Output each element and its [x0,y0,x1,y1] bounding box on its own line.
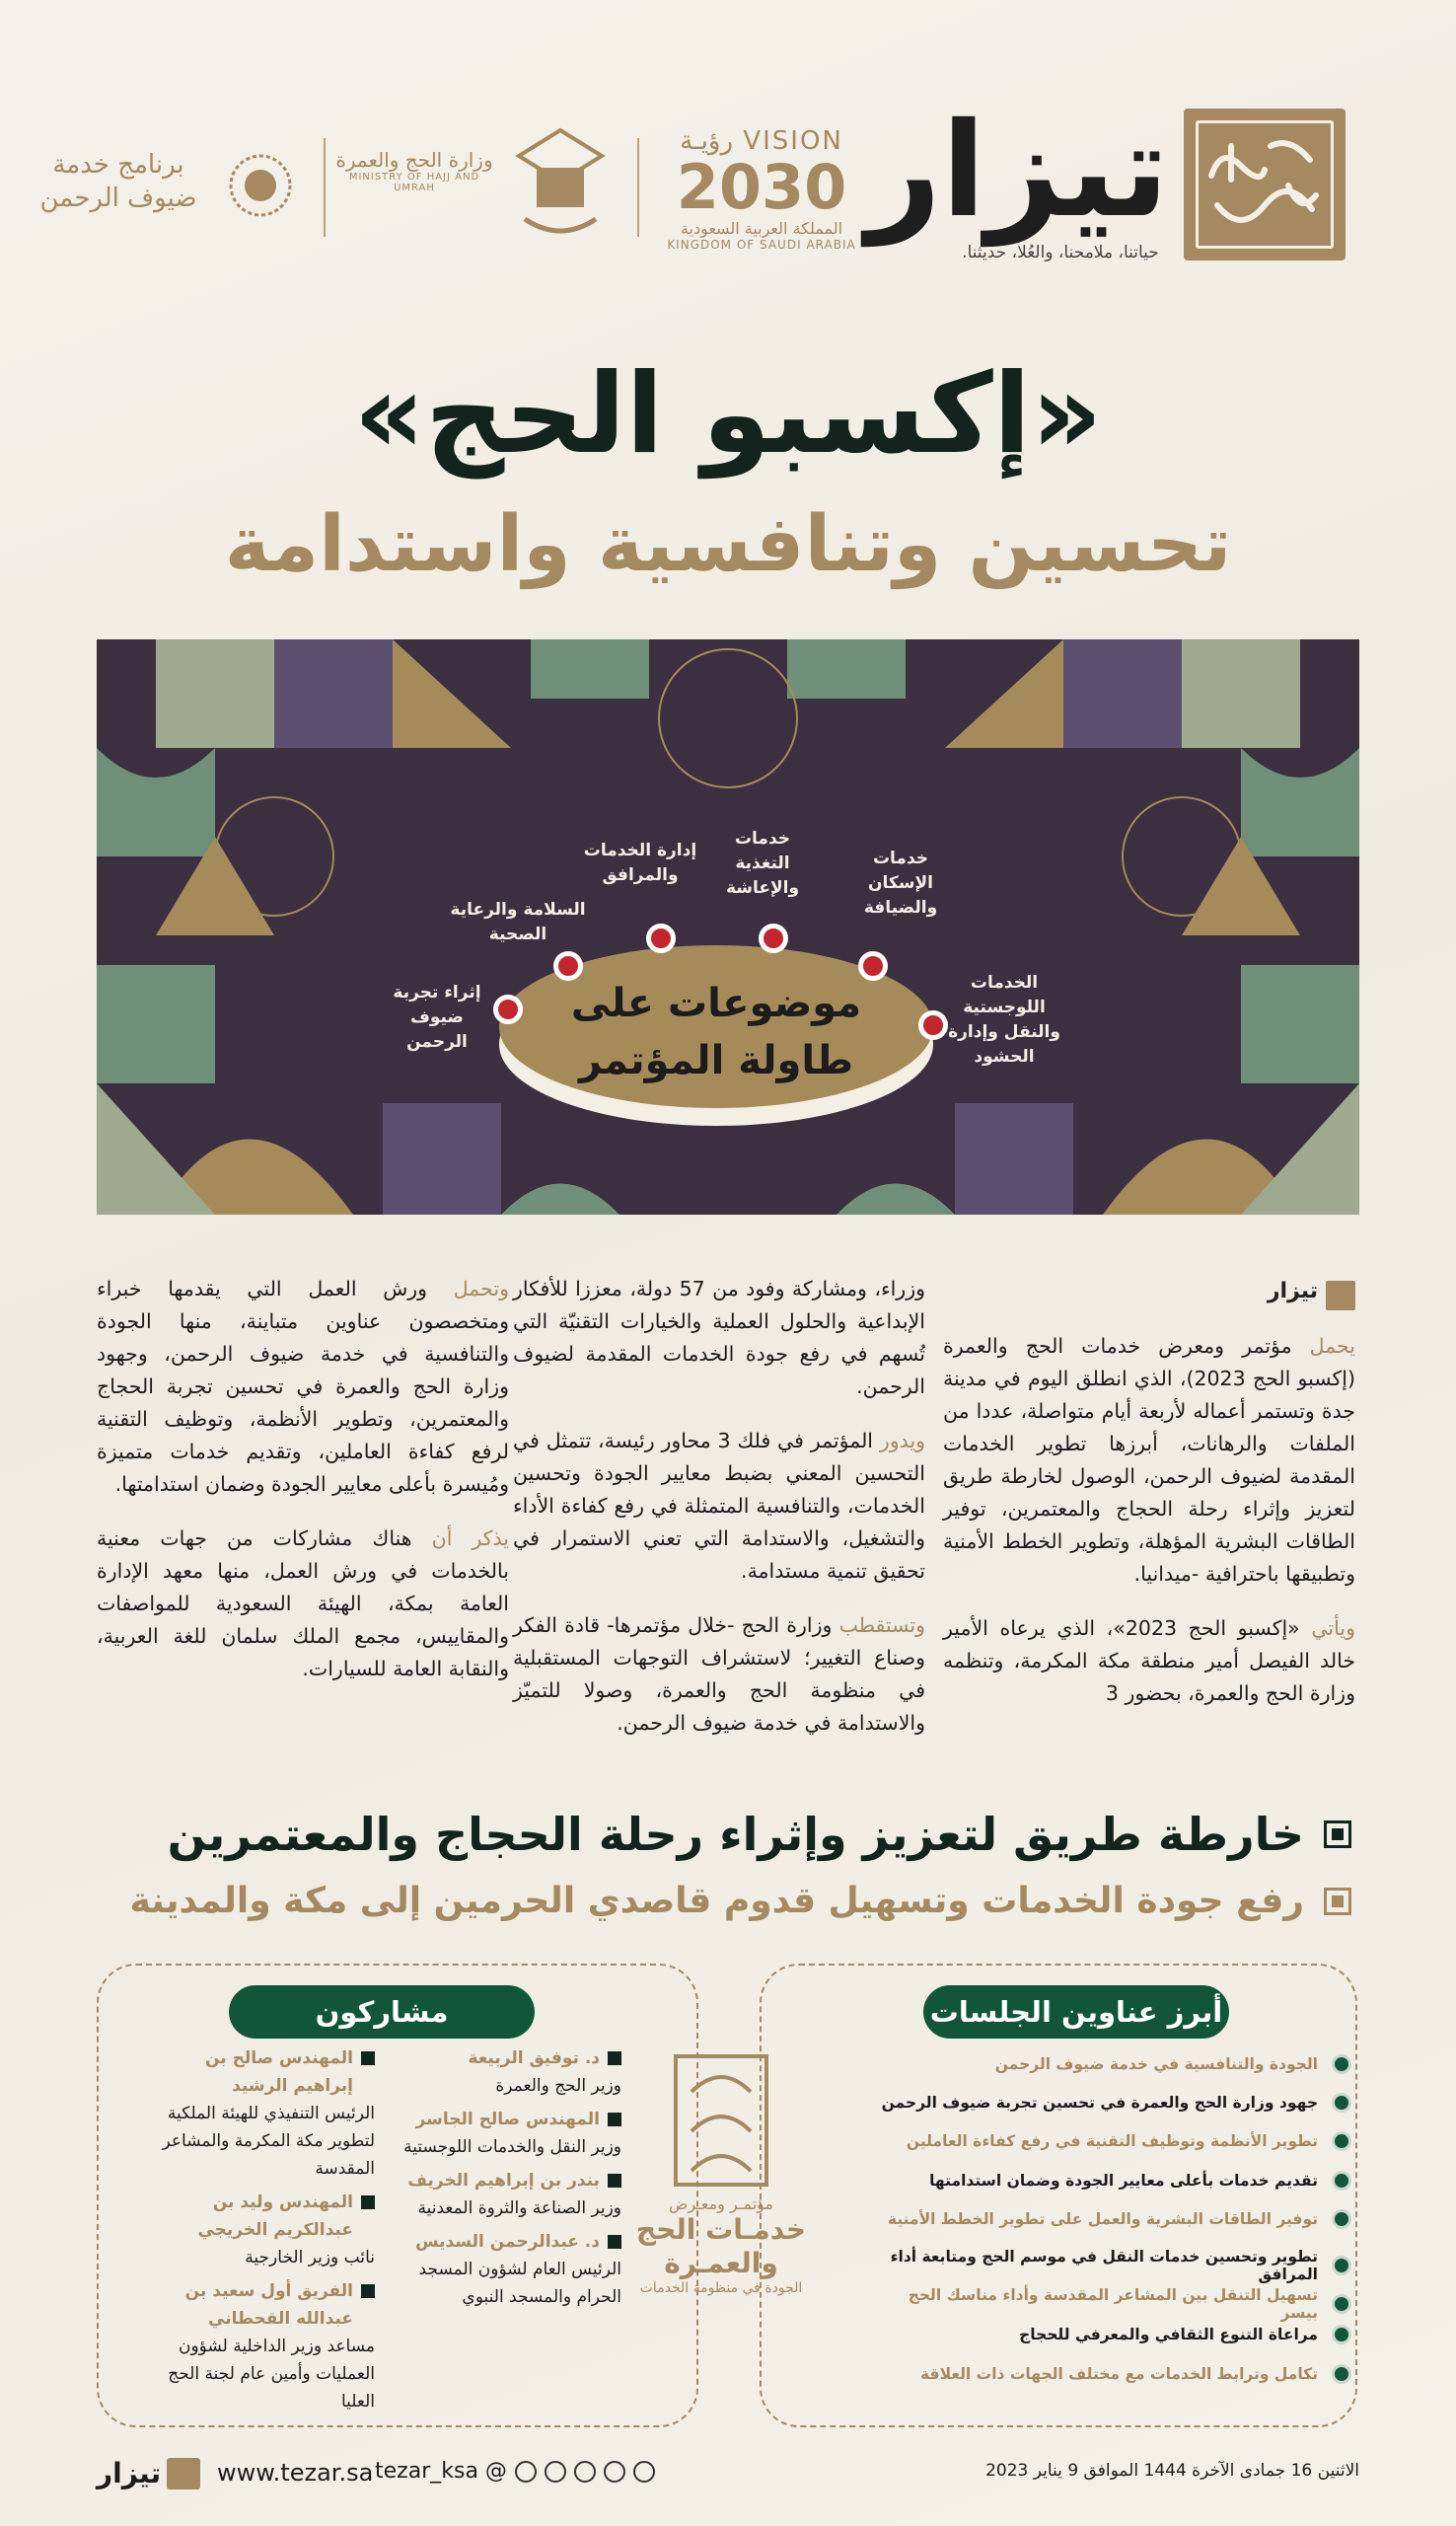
topic-marker-dot [759,924,788,953]
session-text: مراعاة التنوع الثقافي والمعرفي للحجاج [1019,2326,1318,2344]
participants-title: مشاركون [229,1985,535,2039]
session-text: الجودة والتنافسية في خدمة ضيوف الرحمن [994,2055,1318,2073]
green-dot-icon [1332,2294,1351,2314]
participant [395,2106,621,2161]
participant [148,2044,375,2183]
participants-column-1 [395,2044,621,2317]
session-item [868,2171,1351,2191]
program-line1: برنامج خدمة [52,150,184,180]
participant-role: الرئيس التنفيذي للهيئة الملكية لتطوير مكة المكرمة والمشاعر المقدسة [162,2104,375,2179]
participant-name-row [395,2167,621,2194]
sub-title: تحسين وتنافسية واستدامة [224,500,1232,589]
green-dot-icon [1332,2171,1351,2191]
paragraph: «إكسبو الحج 2023»، الذي يرعاه الأمير خالد الفيصل أمير منطقة مكة المكرمة، وتنظمه وزارة الحج والعمرة، بحضور 3 [943,1616,1355,1705]
topic-label: السلامة والرعاية الصحية [450,900,586,944]
green-dot-icon [1332,2256,1351,2275]
program-logo [39,148,197,215]
header-divider [324,138,326,237]
program-emblem-icon [219,144,302,227]
paragraph: المؤتمر في فلك 3 محاور رئيسة، تتمثل في التحسين المعني بضبط معايير الجودة وتحسين الخدمات، والتنافسية المتمثلة في رفع كفاءة الأداء والتشغيل، والاستدامة التي تعني الاستمرار في تحقيق تنمية مستدامة. [513,1429,925,1583]
topic-label: خدمات التغذية والإعاشة [725,829,800,898]
topic-label: إثراء تجربة ضيوف الرحمن [393,983,481,1052]
paragraph: مؤتمر ومعرض خدمات الحج والعمرة (إكسبو الحج 2023)، الذي انطلق اليوم في مدينة جدة وتستمر أعماله لأربعة أيام متواصلة، عددا من الملفات والرهانات، أبرزها تطوير الخدمات المقدمة لضيوف الرحمن، الوصول لخارطة طريق لتعزيز وإثراء رحلة الحجاج والمعتمرين، توفير الطاقات البشرية المؤهلة، وتطوير الخطط الأمنية وتطبيقها باحترافية -ميدانيا. [943,1334,1355,1586]
lead-word: ويدور [879,1429,925,1452]
square-bullet-icon [608,2235,621,2249]
participant-name-row [148,2189,375,2244]
participant [148,2277,375,2415]
vision-2030-logo [663,126,860,255]
expo-top-text: مؤتمـر ومعـرض [668,2194,773,2213]
green-dot-icon [1332,2054,1351,2074]
banner-center-title [499,975,933,1089]
tezar-glyph-icon [1201,126,1328,243]
tezar-mini-mark [167,2458,200,2489]
participant-name: الفريق أول سعيد بن عبدالله القحطاني [184,2281,353,2329]
lead-word: وتستقطب [838,1613,925,1637]
topic-marker-dot [918,1010,948,1040]
session-item [868,2093,1351,2113]
header-divider [637,138,639,237]
vision-year: 2030 [676,151,847,223]
vision-country-ar: المملكة العربية السعودية [680,219,843,238]
headline-secondary [99,1881,1351,1921]
topic-label: خدمات الإسكان والضيافة [863,849,938,918]
session-text: تطوير الأنظمة وتوظيف التقنية في رفع كفاءة العاملين [906,2132,1318,2151]
session-item [868,2364,1351,2384]
lead-word: ويأتي [1311,1616,1355,1640]
expo-bottom-text: الجودة في منظومة الخدمات [639,2280,803,2296]
vision-country-en: KINGDOM OF SAUDI ARABIA [667,238,856,252]
green-dot-icon [1332,2209,1351,2229]
participant-name: د. توفيق الربيعة [468,2048,600,2068]
participant [395,2228,621,2311]
green-dot-icon [1332,2325,1351,2344]
participant-role: الرئيس العام لشؤون المسجد الحرام والمسجد النبوي [418,2260,621,2307]
lead-word: يذكر أن [431,1526,509,1550]
kaaba-emblem-icon [511,124,610,243]
square-bullet-icon [1324,1820,1351,1848]
participant [395,2167,621,2222]
session-item [868,2248,1351,2283]
main-title: «إكسبو الحج» [353,350,1103,479]
participant-name-row [395,2106,621,2133]
tezar-tagline: حياتنا، ملامحنا، والعُلا، حديثنا. [962,243,1159,262]
snapchat-icon[interactable] [545,2461,566,2483]
square-bullet-icon [361,2051,375,2065]
session-text: تكامل وترابط الخدمات مع مختلف الجهات ذات العلاقة [920,2364,1318,2383]
square-bullet-icon [608,2051,621,2065]
tezar-wordmark: تيزار [866,95,1169,247]
session-text: تسهيل التنقل بين المشاعر المقدسة وأداء مناسك الحج بيسر [908,2286,1318,2323]
square-bullet-icon [608,2174,621,2188]
tezar-inline-word: تيزار [1267,1279,1318,1303]
social-handle[interactable]: @ tezar_ksa [375,2459,507,2484]
topics-banner [97,639,1359,1215]
vision-label: VISION رؤيـة [680,126,843,156]
ministry-logo [335,148,493,193]
article-column-middle [513,1273,925,1761]
participant-role: مساعد وزير الداخلية لشؤون العمليات وأمين عام لجنة الحج العليا [168,2337,375,2412]
footer [0,2455,1456,2494]
green-dot-icon [1332,2093,1351,2113]
tezar-logo-mark [1184,109,1346,260]
footer-logo [97,2457,200,2489]
participant [148,2189,375,2271]
square-bullet-icon [1324,1888,1351,1915]
paragraph: وزارة الحج -خلال مؤتمرها- قادة الفكر وصناع التغيير؛ لاستشراف التوجهات المستقبلية في منظومة الحج والعمرة، وصولا للتميّز والاستدامة في خدمة ضيوف الرحمن. [513,1613,925,1735]
green-dot-icon [1332,2131,1351,2151]
footer-logo-text: تيزار [97,2457,162,2489]
lead-word: يحمل [1309,1334,1355,1358]
topic-label: إدارة الخدمات والمرافق [583,841,697,885]
topic-marker-dot [646,924,676,953]
headline-text: خارطة طريق لتعزيز وإثراء رحلة الحجاج والمعتمرين [167,1808,1304,1861]
topic-marker-dot [858,951,888,981]
participant-name: المهندس وليد بن عبدالكريم الخريجي [197,2192,353,2240]
tiktok-icon[interactable] [515,2461,537,2483]
topic-marker-dot [553,951,583,981]
green-dot-icon [1332,2364,1351,2384]
program-line2: ضيوف الرحمن [39,184,197,213]
participant-name-row [148,2277,375,2333]
participant-name: المهندس صالح الجاسر [415,2110,600,2129]
social-links [375,2459,655,2484]
headline-text: رفع جودة الخدمات وتسهيل قدوم قاصدي الحرمين إلى مكة والمدينة [129,1881,1304,1921]
expo-main-text: خدمـات الحج والعمـرة [635,2213,807,2279]
participant-role: وزير الحج والعمرة [495,2076,621,2096]
article-column-left [97,1273,509,1707]
participant-name-row [395,2228,621,2256]
session-text: تقديم خدمات بأعلى معايير الجودة وضمان استدامتها [929,2171,1318,2190]
lead-word: وتحمل [453,1277,509,1300]
participant-role: وزير النقل والخدمات اللوجستية [403,2137,621,2157]
footer-date: الاثنين 16 جمادى الآخرة 1444 الموافق 9 يناير 2023 [985,2461,1359,2481]
instagram-icon[interactable] [604,2461,625,2483]
participant-name-row [148,2044,375,2100]
square-bullet-icon [608,2113,621,2126]
tezar-inline-mark [1261,1281,1355,1310]
participants-column-2 [148,2044,375,2421]
session-text: توفير الطاقات البشرية والعمل على تطوير الخطط الأمنية [887,2209,1318,2228]
paragraph: هناك مشاركات من جهات معنية بالخدمات في ورش العمل، منها معهد الإدارة العامة بمكة، الهيئة السعودية للمواصفات والمقاييس، مجمع الملك سلمان للغة العربية، والنقابة العامة للسيارات. [97,1526,509,1680]
paragraph: ورش العمل التي يقدمها خبراء ومتخصصون عناوين متباينة، منها الجودة والتنافسية في خدمة ضيوف الرحمن، وجهود وزارة الحج والعمرة في تحسين تجربة الحجاج والمعتمرين، وتطوير الأنظمة، وتوظيف التقنية لرفع كفاءة العاملين، وتقديم خدمات متميزة ومُيسرة بأعلى معايير الجودة وضمان استدامتها. [97,1277,509,1496]
ministry-name-en: MINISTRY OF HAJJ AND UMRAH [348,172,480,193]
participant-name: بندر بن إبراهيم الخريف [407,2171,600,2191]
square-bullet-icon [361,2195,375,2209]
participant-name: د. عبدالرحمن السديس [415,2232,600,2252]
sessions-title: أبرز عناوين الجلسات [923,1985,1229,2039]
twitter-icon[interactable] [633,2461,655,2483]
session-text: جهود وزارة الحج والعمرة في تحسين تجربة ضيوف الرحمن [881,2094,1318,2113]
participant-role: نائب وزير الخارجية [245,2248,375,2267]
session-item [868,2054,1351,2074]
center-line2: طاولة المؤتمر [578,1038,854,1083]
ministry-name-ar: وزارة الحج والعمرة [335,148,493,172]
session-item [868,2286,1351,2322]
square-bullet-icon [361,2284,375,2298]
participant-name: المهندس صالح بن إبراهيم الرشيد [204,2048,353,2096]
article-column-right [943,1330,1355,1732]
topic-marker-dot [493,995,523,1024]
session-text: تطوير وتحسين خدمات النقل في موسم الحج ومتابعة أداء المرافق [890,2248,1318,2283]
banner-pattern [97,639,1359,1215]
headline-primary [99,1808,1351,1861]
session-item [868,2209,1351,2229]
footer-website[interactable]: www.tezar.sa [217,2459,374,2487]
topic-label: الخدمات اللوجستية والنقل وإدارة الحشود [948,973,1060,1067]
session-item [868,2131,1351,2151]
youtube-icon[interactable] [574,2461,596,2483]
paragraph: وزراء، ومشاركة وفود من 57 دولة، معززا للأفكار الإبداعية والحلول العملية والخيارات التقنيّة التي تُسهم في رفع جودة الخدمات المقدمة لضيوف الرحمن. [513,1277,925,1398]
participant-role: وزير الصناعة والثروة المعدنية [417,2198,621,2218]
session-item [868,2325,1351,2344]
participant-name-row [395,2044,621,2072]
center-line1: موضوعات على [570,981,862,1026]
participant [395,2044,621,2100]
